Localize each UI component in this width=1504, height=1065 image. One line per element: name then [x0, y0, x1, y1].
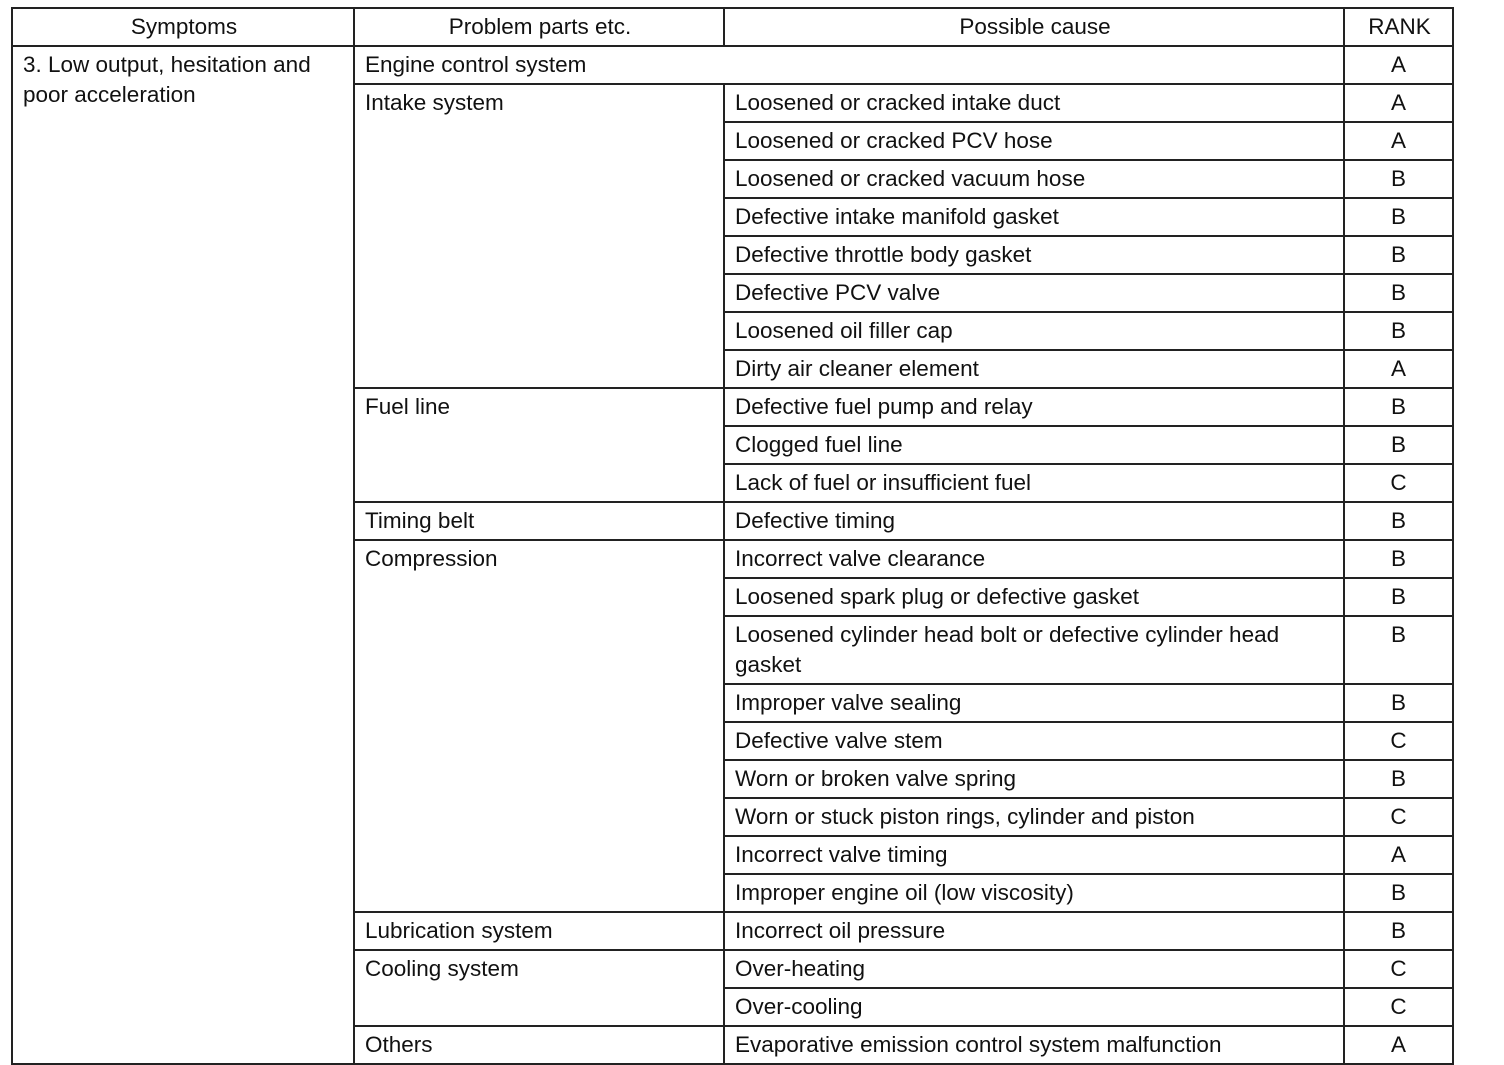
- engine-control-part: Engine control system: [354, 46, 1344, 84]
- rank-cell: B: [1344, 160, 1453, 198]
- possible-cause-cell: Defective fuel pump and relay: [724, 388, 1344, 426]
- possible-cause-cell: Improper valve sealing: [724, 684, 1344, 722]
- rank-cell: B: [1344, 426, 1453, 464]
- problem-part-cell: Others: [354, 1026, 724, 1064]
- possible-cause-cell: Worn or broken valve spring: [724, 760, 1344, 798]
- rank-cell: B: [1344, 540, 1453, 578]
- rank-cell: B: [1344, 312, 1453, 350]
- rank-cell: B: [1344, 502, 1453, 540]
- rank-cell: B: [1344, 912, 1453, 950]
- header-symptoms: Symptoms: [12, 8, 354, 46]
- diagnostic-table: [11, 7, 1454, 1065]
- possible-cause-cell: Defective PCV valve: [724, 274, 1344, 312]
- rank-cell: B: [1344, 578, 1453, 616]
- rank-cell: B: [1344, 684, 1453, 722]
- rank-cell: C: [1344, 950, 1453, 988]
- rank-cell: A: [1344, 46, 1453, 84]
- rank-cell: B: [1344, 198, 1453, 236]
- header-problem-parts: Problem parts etc.: [354, 8, 724, 46]
- rank-cell: A: [1344, 1026, 1453, 1064]
- possible-cause-cell: Over-cooling: [724, 988, 1344, 1026]
- rank-cell: C: [1344, 798, 1453, 836]
- possible-cause-cell: Incorrect valve clearance: [724, 540, 1344, 578]
- rank-cell: B: [1344, 874, 1453, 912]
- possible-cause-cell: Loosened or cracked vacuum hose: [724, 160, 1344, 198]
- possible-cause-cell: Loosened or cracked intake duct: [724, 84, 1344, 122]
- rank-cell: B: [1344, 236, 1453, 274]
- rank-cell: B: [1344, 616, 1453, 684]
- problem-part-cell: Timing belt: [354, 502, 724, 540]
- possible-cause-cell: Defective timing: [724, 502, 1344, 540]
- problem-part-cell: Intake system: [354, 84, 724, 388]
- rank-cell: C: [1344, 988, 1453, 1026]
- problem-part-cell: Cooling system: [354, 950, 724, 1026]
- rank-cell: B: [1344, 388, 1453, 426]
- rank-cell: A: [1344, 84, 1453, 122]
- possible-cause-cell: Loosened oil filler cap: [724, 312, 1344, 350]
- symptom-cell: 3. Low output, hesitation and poor acceleration: [12, 46, 354, 1064]
- possible-cause-cell: Worn or stuck piston rings, cylinder and piston: [724, 798, 1344, 836]
- possible-cause-cell: Incorrect valve timing: [724, 836, 1344, 874]
- problem-part-cell: Lubrication system: [354, 912, 724, 950]
- table-row: [12, 46, 1453, 84]
- possible-cause-cell: Clogged fuel line: [724, 426, 1344, 464]
- possible-cause-cell: Loosened or cracked PCV hose: [724, 122, 1344, 160]
- possible-cause-cell: Incorrect oil pressure: [724, 912, 1344, 950]
- rank-cell: B: [1344, 760, 1453, 798]
- possible-cause-cell: Loosened cylinder head bolt or defective cylinder head gasket: [724, 616, 1344, 684]
- header-possible-cause: Possible cause: [724, 8, 1344, 46]
- possible-cause-cell: Lack of fuel or insufficient fuel: [724, 464, 1344, 502]
- rank-cell: A: [1344, 836, 1453, 874]
- rank-cell: A: [1344, 122, 1453, 160]
- problem-part-cell: Compression: [354, 540, 724, 912]
- header-rank: RANK: [1344, 8, 1453, 46]
- rank-cell: C: [1344, 722, 1453, 760]
- table-body: [12, 46, 1453, 1064]
- rank-cell: C: [1344, 464, 1453, 502]
- rank-cell: B: [1344, 274, 1453, 312]
- header-row: [12, 8, 1453, 46]
- possible-cause-cell: Loosened spark plug or defective gasket: [724, 578, 1344, 616]
- problem-part-cell: Fuel line: [354, 388, 724, 502]
- possible-cause-cell: Over-heating: [724, 950, 1344, 988]
- possible-cause-cell: Defective throttle body gasket: [724, 236, 1344, 274]
- possible-cause-cell: Defective valve stem: [724, 722, 1344, 760]
- rank-cell: A: [1344, 350, 1453, 388]
- possible-cause-cell: Improper engine oil (low viscosity): [724, 874, 1344, 912]
- possible-cause-cell: Defective intake manifold gasket: [724, 198, 1344, 236]
- possible-cause-cell: Dirty air cleaner element: [724, 350, 1344, 388]
- possible-cause-cell: Evaporative emission control system malfunction: [724, 1026, 1344, 1064]
